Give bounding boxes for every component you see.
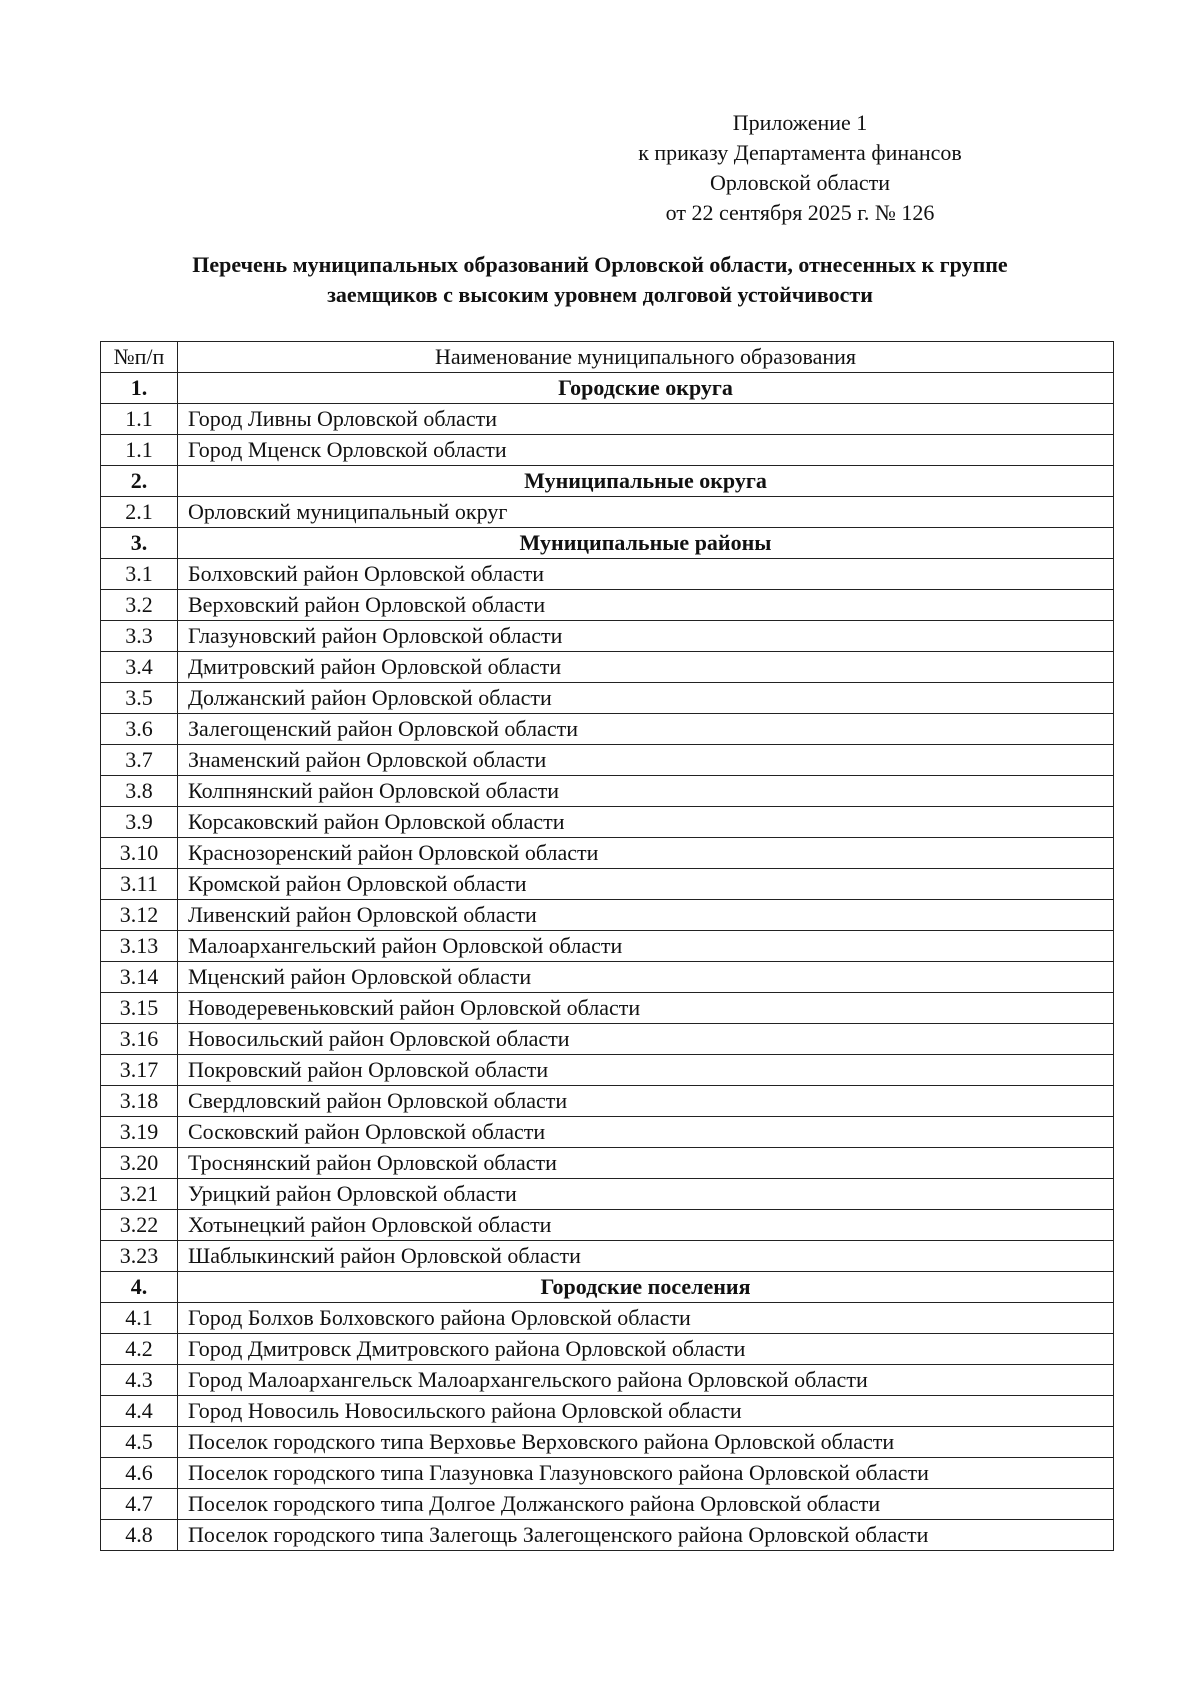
table-row — [101, 962, 1114, 993]
section-title: Городские поселения — [178, 1272, 1114, 1303]
header-name: Наименование муниципального образования — [178, 342, 1114, 373]
row-number: 3.7 — [101, 745, 178, 776]
row-number: 3.22 — [101, 1210, 178, 1241]
municipality-name: Залегощенский район Орловской области — [178, 714, 1114, 745]
table-row — [101, 900, 1114, 931]
table-row — [101, 838, 1114, 869]
table-row — [101, 1086, 1114, 1117]
municipality-name: Поселок городского типа Залегощь Залегощенского района Орловской области — [178, 1520, 1114, 1551]
municipality-name: Поселок городского типа Долгое Должанского района Орловской области — [178, 1489, 1114, 1520]
table-row — [101, 1489, 1114, 1520]
row-number: 2. — [101, 466, 178, 497]
row-number: 2.1 — [101, 497, 178, 528]
appendix-line: Приложение 1 — [732, 110, 868, 135]
section-row — [101, 1272, 1114, 1303]
row-number: 4.4 — [101, 1396, 178, 1427]
municipality-name: Город Дмитровск Дмитровского района Орловской области — [178, 1334, 1114, 1365]
row-number: 4. — [101, 1272, 178, 1303]
municipality-name: Город Малоархангельск Малоархангельского района Орловской области — [178, 1365, 1114, 1396]
table-row — [101, 1334, 1114, 1365]
table-row — [101, 1024, 1114, 1055]
table-row — [101, 807, 1114, 838]
section-row — [101, 466, 1114, 497]
municipality-name: Новосильский район Орловской области — [178, 1024, 1114, 1055]
table-row — [101, 1427, 1114, 1458]
table-row — [101, 1365, 1114, 1396]
municipality-name: Троснянский район Орловской области — [178, 1148, 1114, 1179]
municipality-name: Кромской район Орловской области — [178, 869, 1114, 900]
document-title-line: заемщиков с высоким уровнем долговой устойчивости — [327, 282, 873, 307]
table-row — [101, 931, 1114, 962]
row-number: 4.6 — [101, 1458, 178, 1489]
table-row — [101, 776, 1114, 807]
table-row — [101, 1520, 1114, 1551]
row-number: 4.8 — [101, 1520, 178, 1551]
municipality-name: Верховский район Орловской области — [178, 590, 1114, 621]
row-number: 3. — [101, 528, 178, 559]
table-row — [101, 1117, 1114, 1148]
row-number: 3.15 — [101, 993, 178, 1024]
table-row — [101, 1055, 1114, 1086]
table-row — [101, 652, 1114, 683]
row-number: 3.14 — [101, 962, 178, 993]
table-row — [101, 1303, 1114, 1334]
row-number: 3.4 — [101, 652, 178, 683]
municipality-name: Сосковский район Орловской области — [178, 1117, 1114, 1148]
table-row — [101, 869, 1114, 900]
municipality-name: Город Ливны Орловской области — [178, 404, 1114, 435]
table-row — [101, 993, 1114, 1024]
table-header-row — [101, 342, 1114, 373]
table-row — [101, 1148, 1114, 1179]
municipality-name: Шаблыкинский район Орловской области — [178, 1241, 1114, 1272]
row-number: 3.1 — [101, 559, 178, 590]
municipality-name: Поселок городского типа Верховье Верховского района Орловской области — [178, 1427, 1114, 1458]
row-number: 3.18 — [101, 1086, 178, 1117]
table-row — [101, 1210, 1114, 1241]
header-num: №п/п — [101, 342, 178, 373]
municipality-name: Город Новосиль Новосильского района Орловской области — [178, 1396, 1114, 1427]
row-number: 3.3 — [101, 621, 178, 652]
row-number: 3.12 — [101, 900, 178, 931]
appendix-block — [600, 108, 1000, 228]
row-number: 1.1 — [101, 435, 178, 466]
appendix-line: к приказу Департамента финансов — [638, 140, 962, 165]
document-title-line: Перечень муниципальных образований Орловской области, отнесенных к группе — [192, 252, 1008, 277]
row-number: 4.7 — [101, 1489, 178, 1520]
table-row — [101, 590, 1114, 621]
row-number: 3.8 — [101, 776, 178, 807]
municipality-name: Поселок городского типа Глазуновка Глазуновского района Орловской области — [178, 1458, 1114, 1489]
appendix-line: от 22 сентября 2025 г. № 126 — [665, 200, 935, 225]
row-number: 3.10 — [101, 838, 178, 869]
table-row — [101, 559, 1114, 590]
table-row — [101, 497, 1114, 528]
section-title: Городские округа — [178, 373, 1114, 404]
row-number: 4.3 — [101, 1365, 178, 1396]
row-number: 3.9 — [101, 807, 178, 838]
row-number: 4.2 — [101, 1334, 178, 1365]
municipality-name: Болховский район Орловской области — [178, 559, 1114, 590]
row-number: 3.17 — [101, 1055, 178, 1086]
municipality-name: Новодеревеньковский район Орловской области — [178, 993, 1114, 1024]
row-number: 3.21 — [101, 1179, 178, 1210]
municipality-name: Город Мценск Орловской области — [178, 435, 1114, 466]
section-title: Муниципальные округа — [178, 466, 1114, 497]
row-number: 3.23 — [101, 1241, 178, 1272]
table-body — [101, 373, 1114, 1551]
row-number: 3.20 — [101, 1148, 178, 1179]
row-number: 3.11 — [101, 869, 178, 900]
municipality-name: Орловский муниципальный округ — [178, 497, 1114, 528]
row-number: 3.16 — [101, 1024, 178, 1055]
municipality-name: Покровский район Орловской области — [178, 1055, 1114, 1086]
municipality-name: Город Болхов Болховского района Орловской области — [178, 1303, 1114, 1334]
row-number: 4.5 — [101, 1427, 178, 1458]
section-row — [101, 373, 1114, 404]
table-row — [101, 435, 1114, 466]
municipality-name: Ливенский район Орловской области — [178, 900, 1114, 931]
row-number: 3.6 — [101, 714, 178, 745]
table-row — [101, 745, 1114, 776]
row-number: 1.1 — [101, 404, 178, 435]
document-title — [100, 250, 1100, 310]
table-row — [101, 1179, 1114, 1210]
municipality-name: Должанский район Орловской области — [178, 683, 1114, 714]
row-number: 3.13 — [101, 931, 178, 962]
municipality-name: Краснозоренский район Орловской области — [178, 838, 1114, 869]
municipality-name: Хотынецкий район Орловской области — [178, 1210, 1114, 1241]
municipalities-table — [100, 341, 1114, 1551]
section-title: Муниципальные районы — [178, 528, 1114, 559]
table-row — [101, 404, 1114, 435]
municipality-name: Дмитровский район Орловской области — [178, 652, 1114, 683]
municipality-name: Колпнянский район Орловской области — [178, 776, 1114, 807]
row-number: 3.5 — [101, 683, 178, 714]
municipality-name: Свердловский район Орловской области — [178, 1086, 1114, 1117]
municipality-name: Мценский район Орловской области — [178, 962, 1114, 993]
table-row — [101, 621, 1114, 652]
table-row — [101, 683, 1114, 714]
row-number: 3.2 — [101, 590, 178, 621]
municipality-name: Корсаковский район Орловской области — [178, 807, 1114, 838]
table-row — [101, 1241, 1114, 1272]
appendix-line: Орловской области — [710, 170, 890, 195]
municipality-name: Глазуновский район Орловской области — [178, 621, 1114, 652]
row-number: 3.19 — [101, 1117, 178, 1148]
municipality-name: Малоархангельский район Орловской области — [178, 931, 1114, 962]
row-number: 4.1 — [101, 1303, 178, 1334]
table-row — [101, 1458, 1114, 1489]
table-row — [101, 1396, 1114, 1427]
table-row — [101, 714, 1114, 745]
row-number: 1. — [101, 373, 178, 404]
municipality-name: Урицкий район Орловской области — [178, 1179, 1114, 1210]
municipality-name: Знаменский район Орловской области — [178, 745, 1114, 776]
section-row — [101, 528, 1114, 559]
